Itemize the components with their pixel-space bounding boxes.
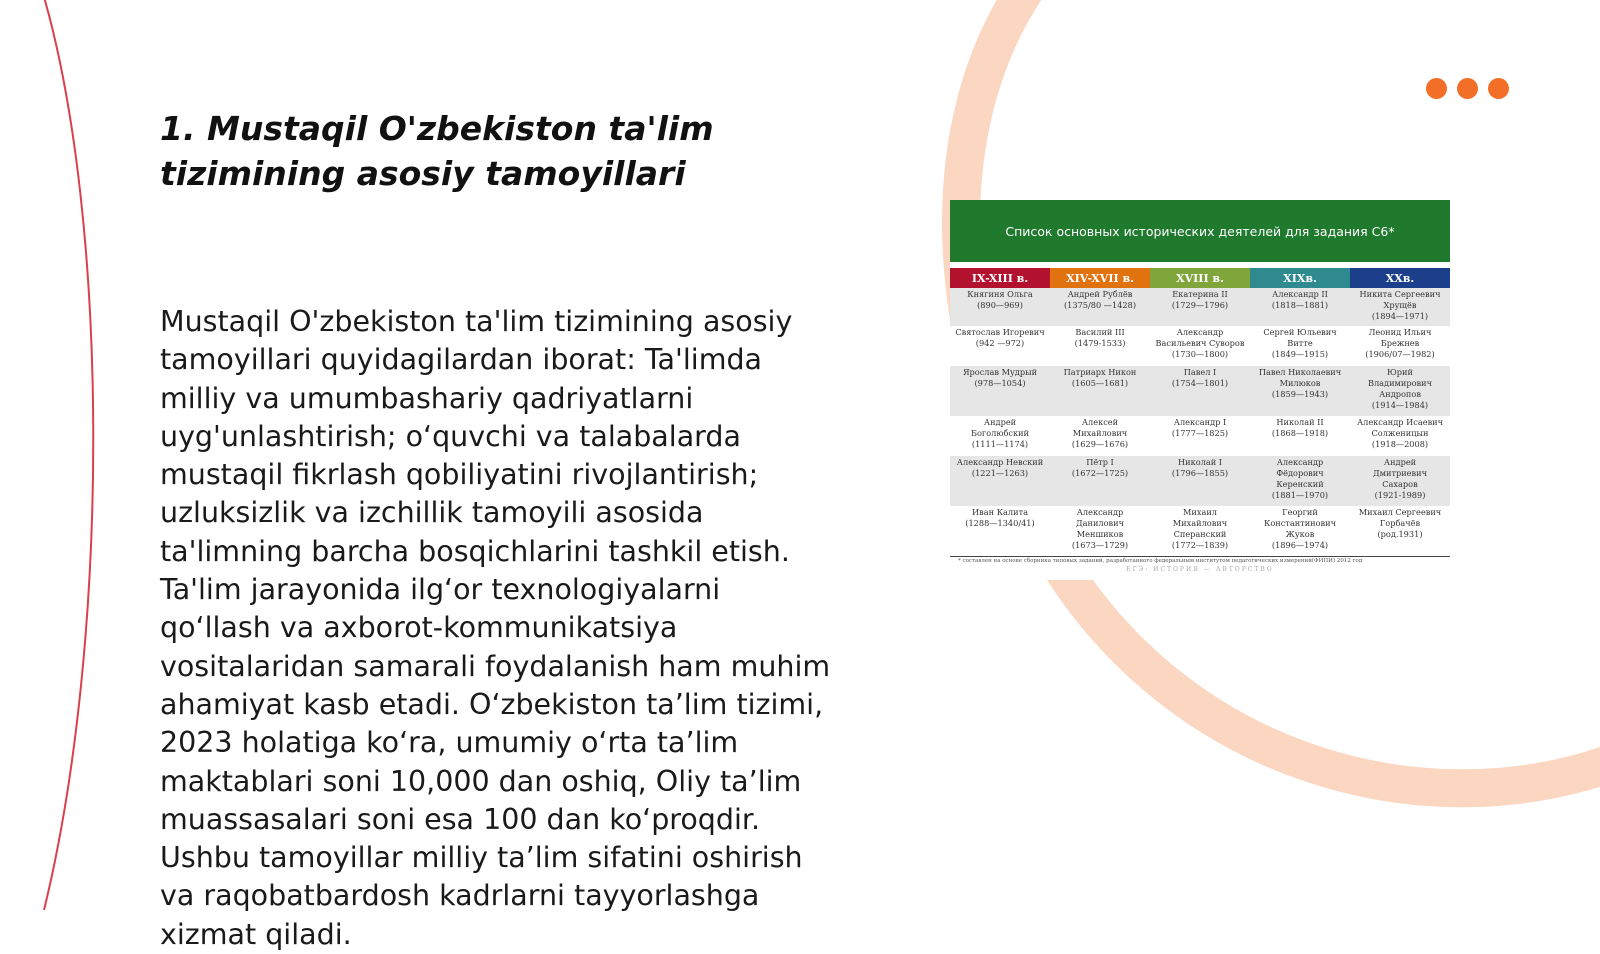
table-cell: Андрей Дмитриевич Сахаров (1921-1989)	[1350, 456, 1450, 506]
table-column-header: XIV-XVII в.	[1050, 268, 1150, 288]
table-row	[950, 506, 1450, 555]
table-cell: Павел Николаевич Милюков (1859—1943)	[1250, 366, 1350, 416]
table-cell: Иван Калита (1288—1340/41)	[950, 506, 1050, 555]
table-column-header: XXв.	[1350, 268, 1450, 288]
table-column-header: XIXв.	[1250, 268, 1350, 288]
historical-figures-table	[950, 268, 1450, 555]
table-cell: Святослав Игоревич (942 —972)	[950, 326, 1050, 366]
table-source-caption: ЕГЭ: ИСТОРИЯ — АВТОРСТВО	[1126, 566, 1274, 573]
table-cell: Александр Данилович Меншиков (1673—1729)	[1050, 506, 1150, 555]
table-cell: Александр I (1777—1825)	[1150, 416, 1250, 456]
table-cell: Леонид Ильич Брежнев (1906/07—1982)	[1350, 326, 1450, 366]
table-cell: Пётр I (1672—1725)	[1050, 456, 1150, 506]
table-header-row	[950, 268, 1450, 288]
orange-dot-2	[1457, 78, 1478, 99]
red-curve-line	[42, 0, 93, 910]
table-row	[950, 456, 1450, 506]
table-cell: Андрей Боголюбский (1111—1174)	[950, 416, 1050, 456]
table-footnote: * составлен на основе сборника типовых заданий, разработанного федеральным институтом педагогических измерений(ФИПИ) 2012 год	[958, 558, 1363, 564]
table-row	[950, 366, 1450, 416]
table-cell: Сергей Юльевич Витте (1849—1915)	[1250, 326, 1350, 366]
table-cell: Александр Васильевич Суворов (1730—1800)	[1150, 326, 1250, 366]
table-cell: Алексей Михайлович (1629—1676)	[1050, 416, 1150, 456]
table-cell: Михаил Сергеевич Горбачёв (род.1931)	[1350, 506, 1450, 555]
table-image-header: Список основных исторических деятелей для задания С6*	[950, 200, 1450, 262]
table-cell: Юрий Владимирович Андропов (1914—1984)	[1350, 366, 1450, 416]
orange-dot-1	[1426, 78, 1447, 99]
table-cell: Патриарх Никон (1605—1681)	[1050, 366, 1150, 416]
table-cell: Александр Невский (1221—1263)	[950, 456, 1050, 506]
table-cell: Андрей Рублёв (1375/80 —1428)	[1050, 288, 1150, 326]
table-column-header: IX-XIII в.	[950, 268, 1050, 288]
table-row	[950, 288, 1450, 326]
table-column-header: XVIII в.	[1150, 268, 1250, 288]
table-cell: Никита Сергеевич Хрущёв (1894—1971)	[1350, 288, 1450, 326]
table-cell: Александр Исаевич Солженицын (1918—2008)	[1350, 416, 1450, 456]
historical-figures-table-image	[950, 200, 1450, 580]
table-cell: Павел I (1754—1801)	[1150, 366, 1250, 416]
orange-dot-3	[1488, 78, 1509, 99]
slide-body-text: Mustaqil O'zbekiston ta'lim tizimining asosiy tamoyillari quyidagilardan iborat: Ta'limda milliy va umumbashariy qadriyatlarni uyg'unlashtirish; o‘quvchi va talabalarda mustaqil fikrlash qobiliyatini rivojlantirish; uzluksizlik va izchillik tamoyili asosida ta'limning barcha bosqichlarini tashkil etish. Ta'lim jarayonida ilg‘or texnologiyalarni qo‘llash va axborot-kommunikatsiya vositalaridan samarali foydalanish ham muhim ahamiyat kasb etadi. O‘zbekiston ta’lim tizimi, 2023 holatiga ko‘ra, umumiy o‘rta ta’lim maktablari soni 10,000 dan oshiq, Oliy ta’lim muassasalari soni esa 100 dan ko‘proqdir. Ushbu tamoyillar milliy ta’lim sifatini oshirish va raqobatbardosh kadrlarni tayyorlashga xizmat qiladi.	[160, 305, 831, 951]
slide-title: 1. Mustaqil O'zbekiston ta'lim tizimining asosiy tamoyillari	[160, 109, 714, 193]
table-row	[950, 416, 1450, 456]
table-cell: Василий III (1479-1533)	[1050, 326, 1150, 366]
table-cell: Георгий Константинович Жуков (1896—1974)	[1250, 506, 1350, 555]
table-cell: Александр Фёдорович Керенский (1881—1970)	[1250, 456, 1350, 506]
table-row	[950, 326, 1450, 366]
table-cell: Александр II (1818—1881)	[1250, 288, 1350, 326]
table-cell: Екатерина II (1729—1796)	[1150, 288, 1250, 326]
table-cell: Николай II (1868—1918)	[1250, 416, 1350, 456]
table-cell: Княгиня Ольга (890—969)	[950, 288, 1050, 326]
table-cell: Николай I (1796—1855)	[1150, 456, 1250, 506]
decorative-dots	[1426, 78, 1509, 99]
table-cell: Ярослав Мудрый (978—1054)	[950, 366, 1050, 416]
table-cell: Михаил Михайлович Сперанский (1772—1839)	[1150, 506, 1250, 555]
